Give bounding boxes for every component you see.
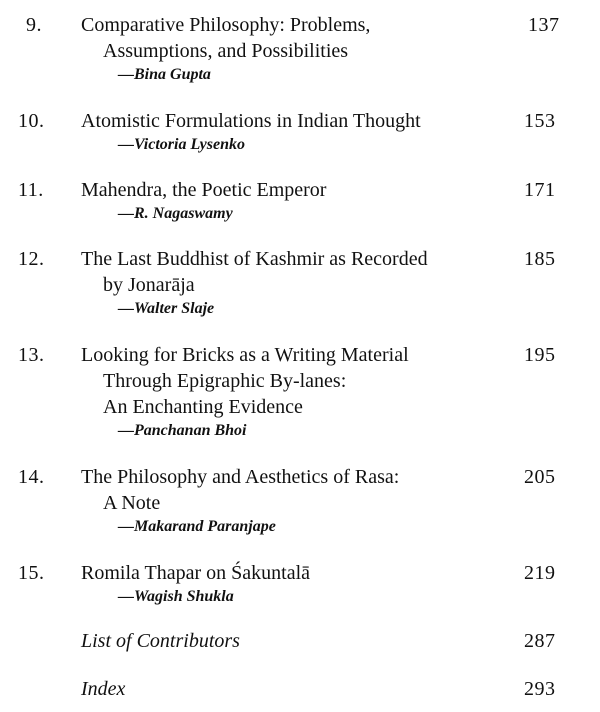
chapter-number: 12. xyxy=(18,248,45,270)
chapter-title-line: Mahendra, the Poetic Emperor xyxy=(81,179,327,201)
chapter-page-number: 185 xyxy=(524,248,556,270)
chapter-author: —Bina Gupta xyxy=(118,66,211,83)
chapter-author: —Wagish Shukla xyxy=(118,588,234,605)
chapter-author: —Panchanan Bhoi xyxy=(118,422,247,439)
chapter-number: 10. xyxy=(18,110,45,132)
chapter-page-number: 195 xyxy=(524,344,556,366)
back-matter-title xyxy=(81,628,501,654)
chapter-title-line: Through Epigraphic By-lanes: xyxy=(103,370,347,392)
chapter-author: —R. Nagaswamy xyxy=(118,205,233,222)
chapter-title xyxy=(81,108,501,156)
chapter-number: 15. xyxy=(18,562,45,584)
chapter-title xyxy=(81,12,501,86)
chapter-author: —Victoria Lysenko xyxy=(118,136,245,153)
chapter-title-line: The Philosophy and Aesthetics of Rasa: xyxy=(81,466,400,488)
chapter-title xyxy=(81,177,501,225)
chapter-author: —Walter Slaje xyxy=(118,300,215,317)
chapter-title xyxy=(81,464,501,538)
chapter-title xyxy=(81,342,501,442)
chapter-page-number: 205 xyxy=(524,466,556,488)
chapter-page-number: 171 xyxy=(524,179,556,201)
back-matter-title-text: Index xyxy=(81,678,126,700)
chapter-page-number: 137 xyxy=(528,14,560,36)
back-matter-title-text: List of Contributors xyxy=(81,630,240,652)
chapter-title-line: A Note xyxy=(103,492,161,514)
chapter-number: 13. xyxy=(18,344,45,366)
chapter-title-line: Assumptions, and Possibilities xyxy=(103,40,349,62)
chapter-number: 11. xyxy=(18,179,44,201)
chapter-author: —Makarand Paranjape xyxy=(118,518,276,535)
chapter-page-number: 153 xyxy=(524,110,556,132)
back-matter-title xyxy=(81,676,501,702)
chapter-title-line: by Jonarāja xyxy=(103,274,195,296)
chapter-title-line: An Enchanting Evidence xyxy=(103,396,303,418)
chapter-title xyxy=(81,560,501,608)
chapter-page-number: 219 xyxy=(524,562,556,584)
back-matter-page-number: 287 xyxy=(524,630,556,652)
chapter-title-line: Looking for Bricks as a Writing Material xyxy=(81,344,409,366)
chapter-number: 9. xyxy=(26,14,42,36)
chapter-title-line: Romila Thapar on Śakuntalā xyxy=(81,562,311,584)
chapter-title-line: The Last Buddhist of Kashmir as Recorded xyxy=(81,248,428,270)
chapter-title-line: Atomistic Formulations in Indian Thought xyxy=(81,110,421,132)
back-matter-page-number: 293 xyxy=(524,678,556,700)
chapter-number: 14. xyxy=(18,466,45,488)
chapter-title-line: Comparative Philosophy: Problems, xyxy=(81,14,371,36)
chapter-title xyxy=(81,246,501,320)
